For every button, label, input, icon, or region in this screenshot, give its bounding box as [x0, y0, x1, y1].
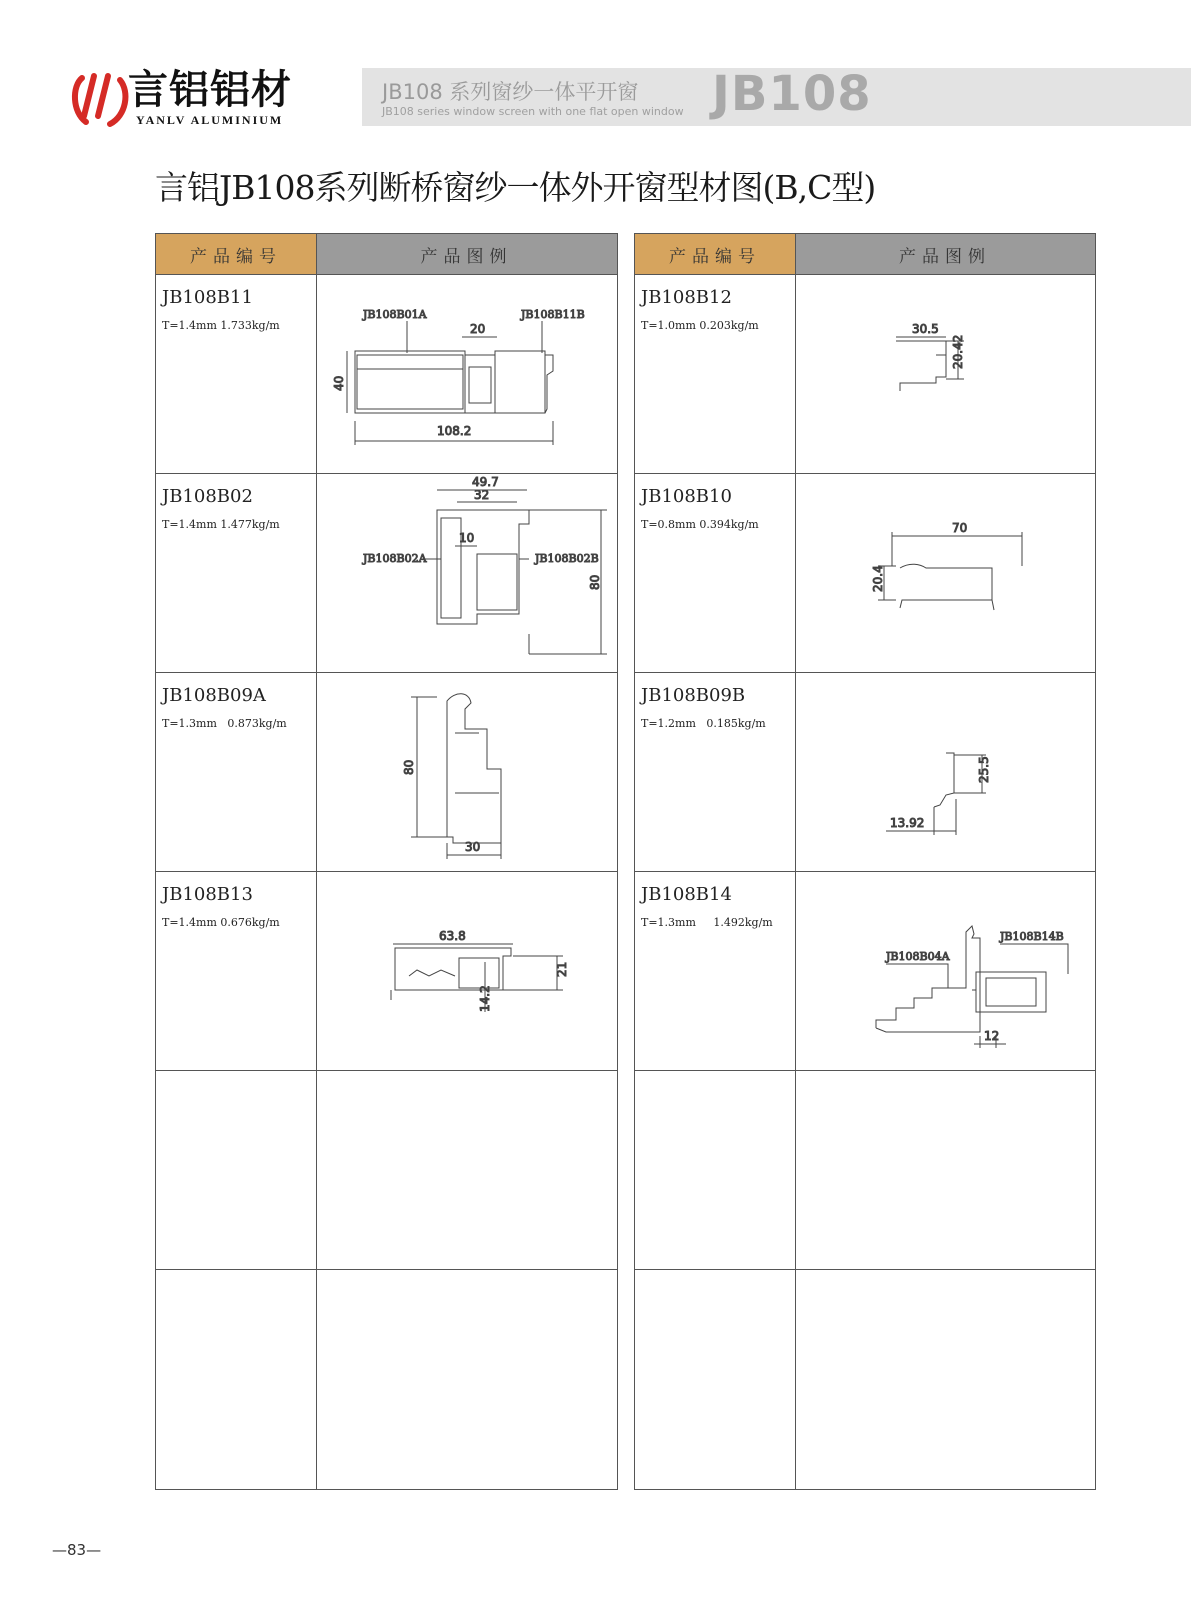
profile-label: JB108B11B: [521, 308, 585, 321]
profile-label: JB108B14B: [1000, 930, 1064, 943]
header-product-code: 产品编号: [635, 234, 795, 274]
product-spec: T=1.3mm 0.873kg/m: [162, 717, 287, 730]
product-code: JB108B10: [641, 486, 732, 507]
profile-label: JB108B04A: [886, 950, 950, 963]
dimension-text: 108.2: [437, 424, 472, 438]
product-cell-jb108b09b: [635, 673, 795, 871]
dimension-text: 20.42: [951, 334, 965, 369]
series-title-en: JB108 series window screen with one flat open window: [382, 105, 684, 118]
dimension-text: 80: [588, 574, 602, 590]
product-cell-jb108b11: [156, 275, 316, 473]
dimension-text: 49.7: [472, 475, 499, 489]
product-spec: T=0.8mm 0.394kg/m: [641, 518, 759, 531]
dimension-text: 12: [984, 1029, 1000, 1043]
series-code: JB108: [712, 66, 872, 122]
profile-label: JB108B01A: [363, 308, 427, 321]
dimension-text: 20.4: [871, 565, 885, 592]
dimension-text: 30: [465, 840, 481, 854]
product-spec: T=1.2mm 0.185kg/m: [641, 717, 766, 730]
product-spec: T=1.0mm 0.203kg/m: [641, 319, 759, 332]
product-table-right: [634, 233, 1096, 1490]
dimension-text: 20: [470, 322, 486, 336]
product-code: JB108B14: [641, 884, 732, 905]
product-code: JB108B09A: [162, 685, 266, 706]
dimension-text: 40: [332, 375, 346, 391]
profile-label: JB108B02A: [363, 552, 427, 565]
product-code: JB108B02: [162, 486, 253, 507]
dimension-text: 13.92: [890, 816, 925, 830]
row-divider: [156, 1269, 617, 1270]
profile-drawing-jb108b09a: [317, 673, 617, 871]
brand-name-cn: 言铝铝材: [128, 67, 292, 113]
dimension-text: 70: [952, 521, 968, 535]
product-cell-jb108b12: [635, 275, 795, 473]
product-code: JB108B09B: [641, 685, 746, 706]
product-cell-jb108b14: [635, 872, 795, 1070]
profile-drawing-jb108b10: [796, 474, 1095, 672]
dimension-text: 32: [474, 488, 490, 502]
product-spec: T=1.3mm 1.492kg/m: [641, 916, 773, 929]
row-divider: [156, 1070, 617, 1071]
dimension-text: 80: [402, 759, 416, 775]
product-spec: T=1.4mm 0.676kg/m: [162, 916, 280, 929]
header-product-image: 产品图例: [316, 234, 617, 274]
dimension-text: 10: [459, 531, 475, 545]
profile-drawing-jb108b13: [317, 872, 617, 1070]
product-spec: T=1.4mm 1.477kg/m: [162, 518, 280, 531]
page-title: 言铝JB108系列断桥窗纱一体外开窗型材图(B,C型): [155, 168, 876, 207]
product-code: JB108B13: [162, 884, 253, 905]
page-number: —83—: [52, 1541, 102, 1559]
header-product-code: 产品编号: [156, 234, 316, 274]
dimension-text: 63.8: [439, 929, 466, 943]
product-code: JB108B12: [641, 287, 732, 308]
row-divider: [635, 1070, 1095, 1071]
product-table-left: [155, 233, 618, 1490]
profile-drawing-jb108b14: [796, 872, 1095, 1070]
dimension-text: 30.5: [912, 322, 939, 336]
profile-drawing-jb108b09b: [796, 673, 1095, 871]
series-title-cn: JB108 系列窗纱一体平开窗: [382, 80, 639, 104]
product-cell-jb108b13: [156, 872, 316, 1070]
brand-name-en: YANLV ALUMINIUM: [136, 113, 284, 127]
profile-drawing-jb108b11: [317, 275, 617, 473]
product-code: JB108B11: [162, 287, 253, 308]
row-divider: [635, 1269, 1095, 1270]
product-cell-jb108b09a: [156, 673, 316, 871]
profile-drawing-jb108b02: [317, 474, 617, 672]
profile-drawing-jb108b12: [796, 275, 1095, 473]
profile-label: JB108B02B: [535, 552, 599, 565]
brand-logo-icon: [70, 72, 130, 128]
header-product-image: 产品图例: [795, 234, 1095, 274]
dimension-text: 14.2: [478, 985, 492, 1012]
product-spec: T=1.4mm 1.733kg/m: [162, 319, 280, 332]
dimension-text: 21: [555, 961, 569, 977]
dimension-text: 25.5: [977, 756, 991, 783]
product-cell-jb108b02: [156, 474, 316, 672]
product-cell-jb108b10: [635, 474, 795, 672]
